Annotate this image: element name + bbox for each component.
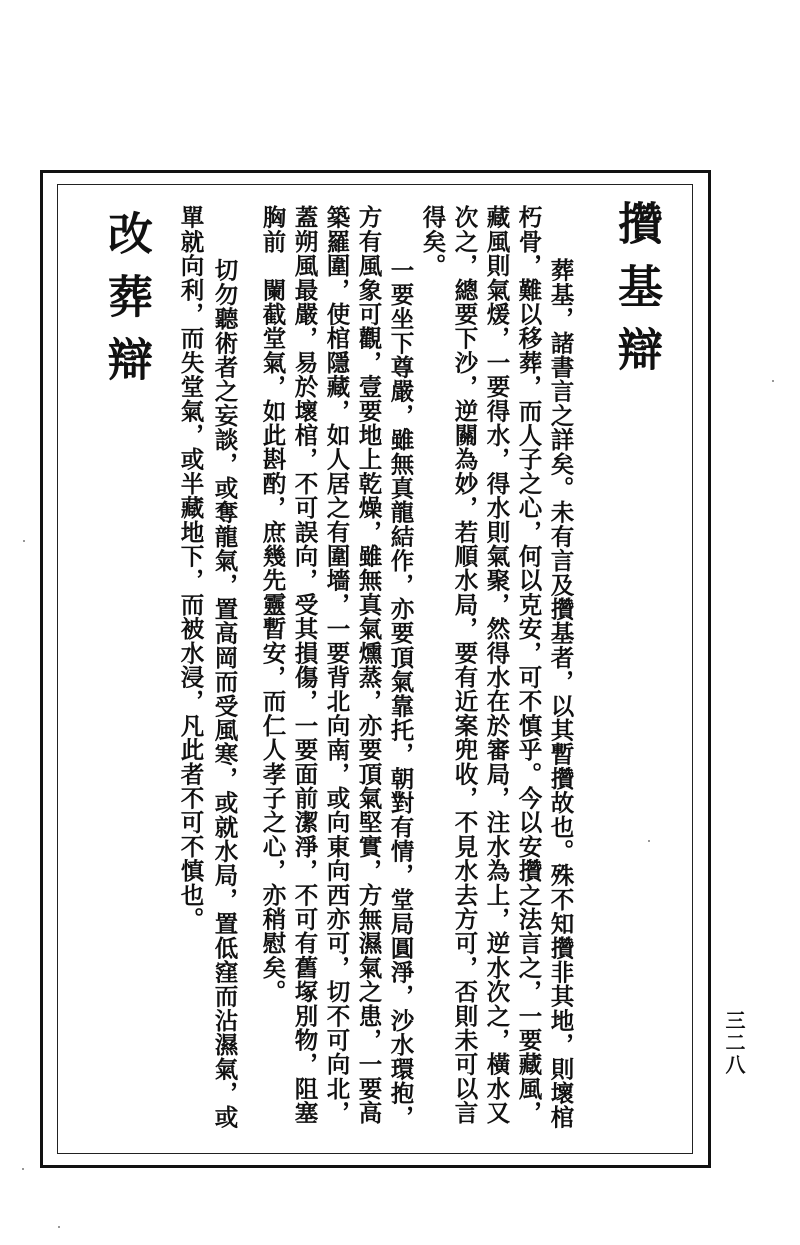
page-number: 三二八: [722, 1010, 746, 1076]
text-column-1: 葬基，諸書言之詳矣。未有言及攢基者，以其暫攢故也。殊不知攢非其地，則壞棺: [546, 258, 575, 1130]
text-column-9: 蓋朔風最嚴，易於壞棺，不可誤向，受其損傷，一要面前潔淨，不可有舊塚別物，阻塞: [290, 205, 319, 1125]
text-column-6: 一要坐下尊嚴，雖無真龍結作，亦要頂氣靠托，朝對有情，堂局圓淨，沙水環抱，: [386, 258, 415, 1130]
scan-speck: [23, 540, 25, 542]
text-column-12: 單就向利，而失堂氣，或半藏地下，而被水浸，凡此者不可不慎也。: [176, 205, 205, 931]
text-column-3: 藏風則氣煖，一要得水，得水則氣聚，然得水在於審局，注水為上，逆水次之，橫水又: [482, 205, 511, 1125]
text-column-5: 得矣。: [418, 205, 447, 278]
scan-speck: [772, 380, 774, 382]
text-column-7: 方有風象可觀，壹要地上乾燥，雖無真氣燻蒸，亦要頂氣堅實，方無濕氣之患，一要高: [354, 205, 383, 1125]
section-title-zanji: 攢基辯: [610, 200, 663, 389]
text-column-8: 築羅圍，使棺隱藏，如人居之有圍墻，一要背北向南，或向東向西亦可，切不可向北，: [322, 205, 351, 1125]
text-column-4: 次之，總要下沙，逆關為妙，若順水局，要有近案兜收，不見水去方可，否則未可以言: [450, 205, 479, 1125]
text-column-10: 胸前 闌截堂氣，如此斟酌，庶幾先靈暫安，而仁人孝子之心，亦稍慰矣。: [258, 205, 287, 1004]
section-title-gaizang: 改葬辯: [100, 210, 153, 399]
scan-speck: [22, 1168, 24, 1170]
scan-speck: [648, 840, 650, 842]
text-column-11: 切勿聽術者之妄談，或奪龍氣，置高岡而受風寒，或就水局，置低窪而沾濕氣，或: [210, 258, 239, 1130]
scan-speck: [58, 1226, 60, 1228]
text-column-2: 朽骨，難以移葬，而人子之心，何以克安，可不慎乎。今以安攢之法言之，一要藏風，: [514, 205, 543, 1125]
